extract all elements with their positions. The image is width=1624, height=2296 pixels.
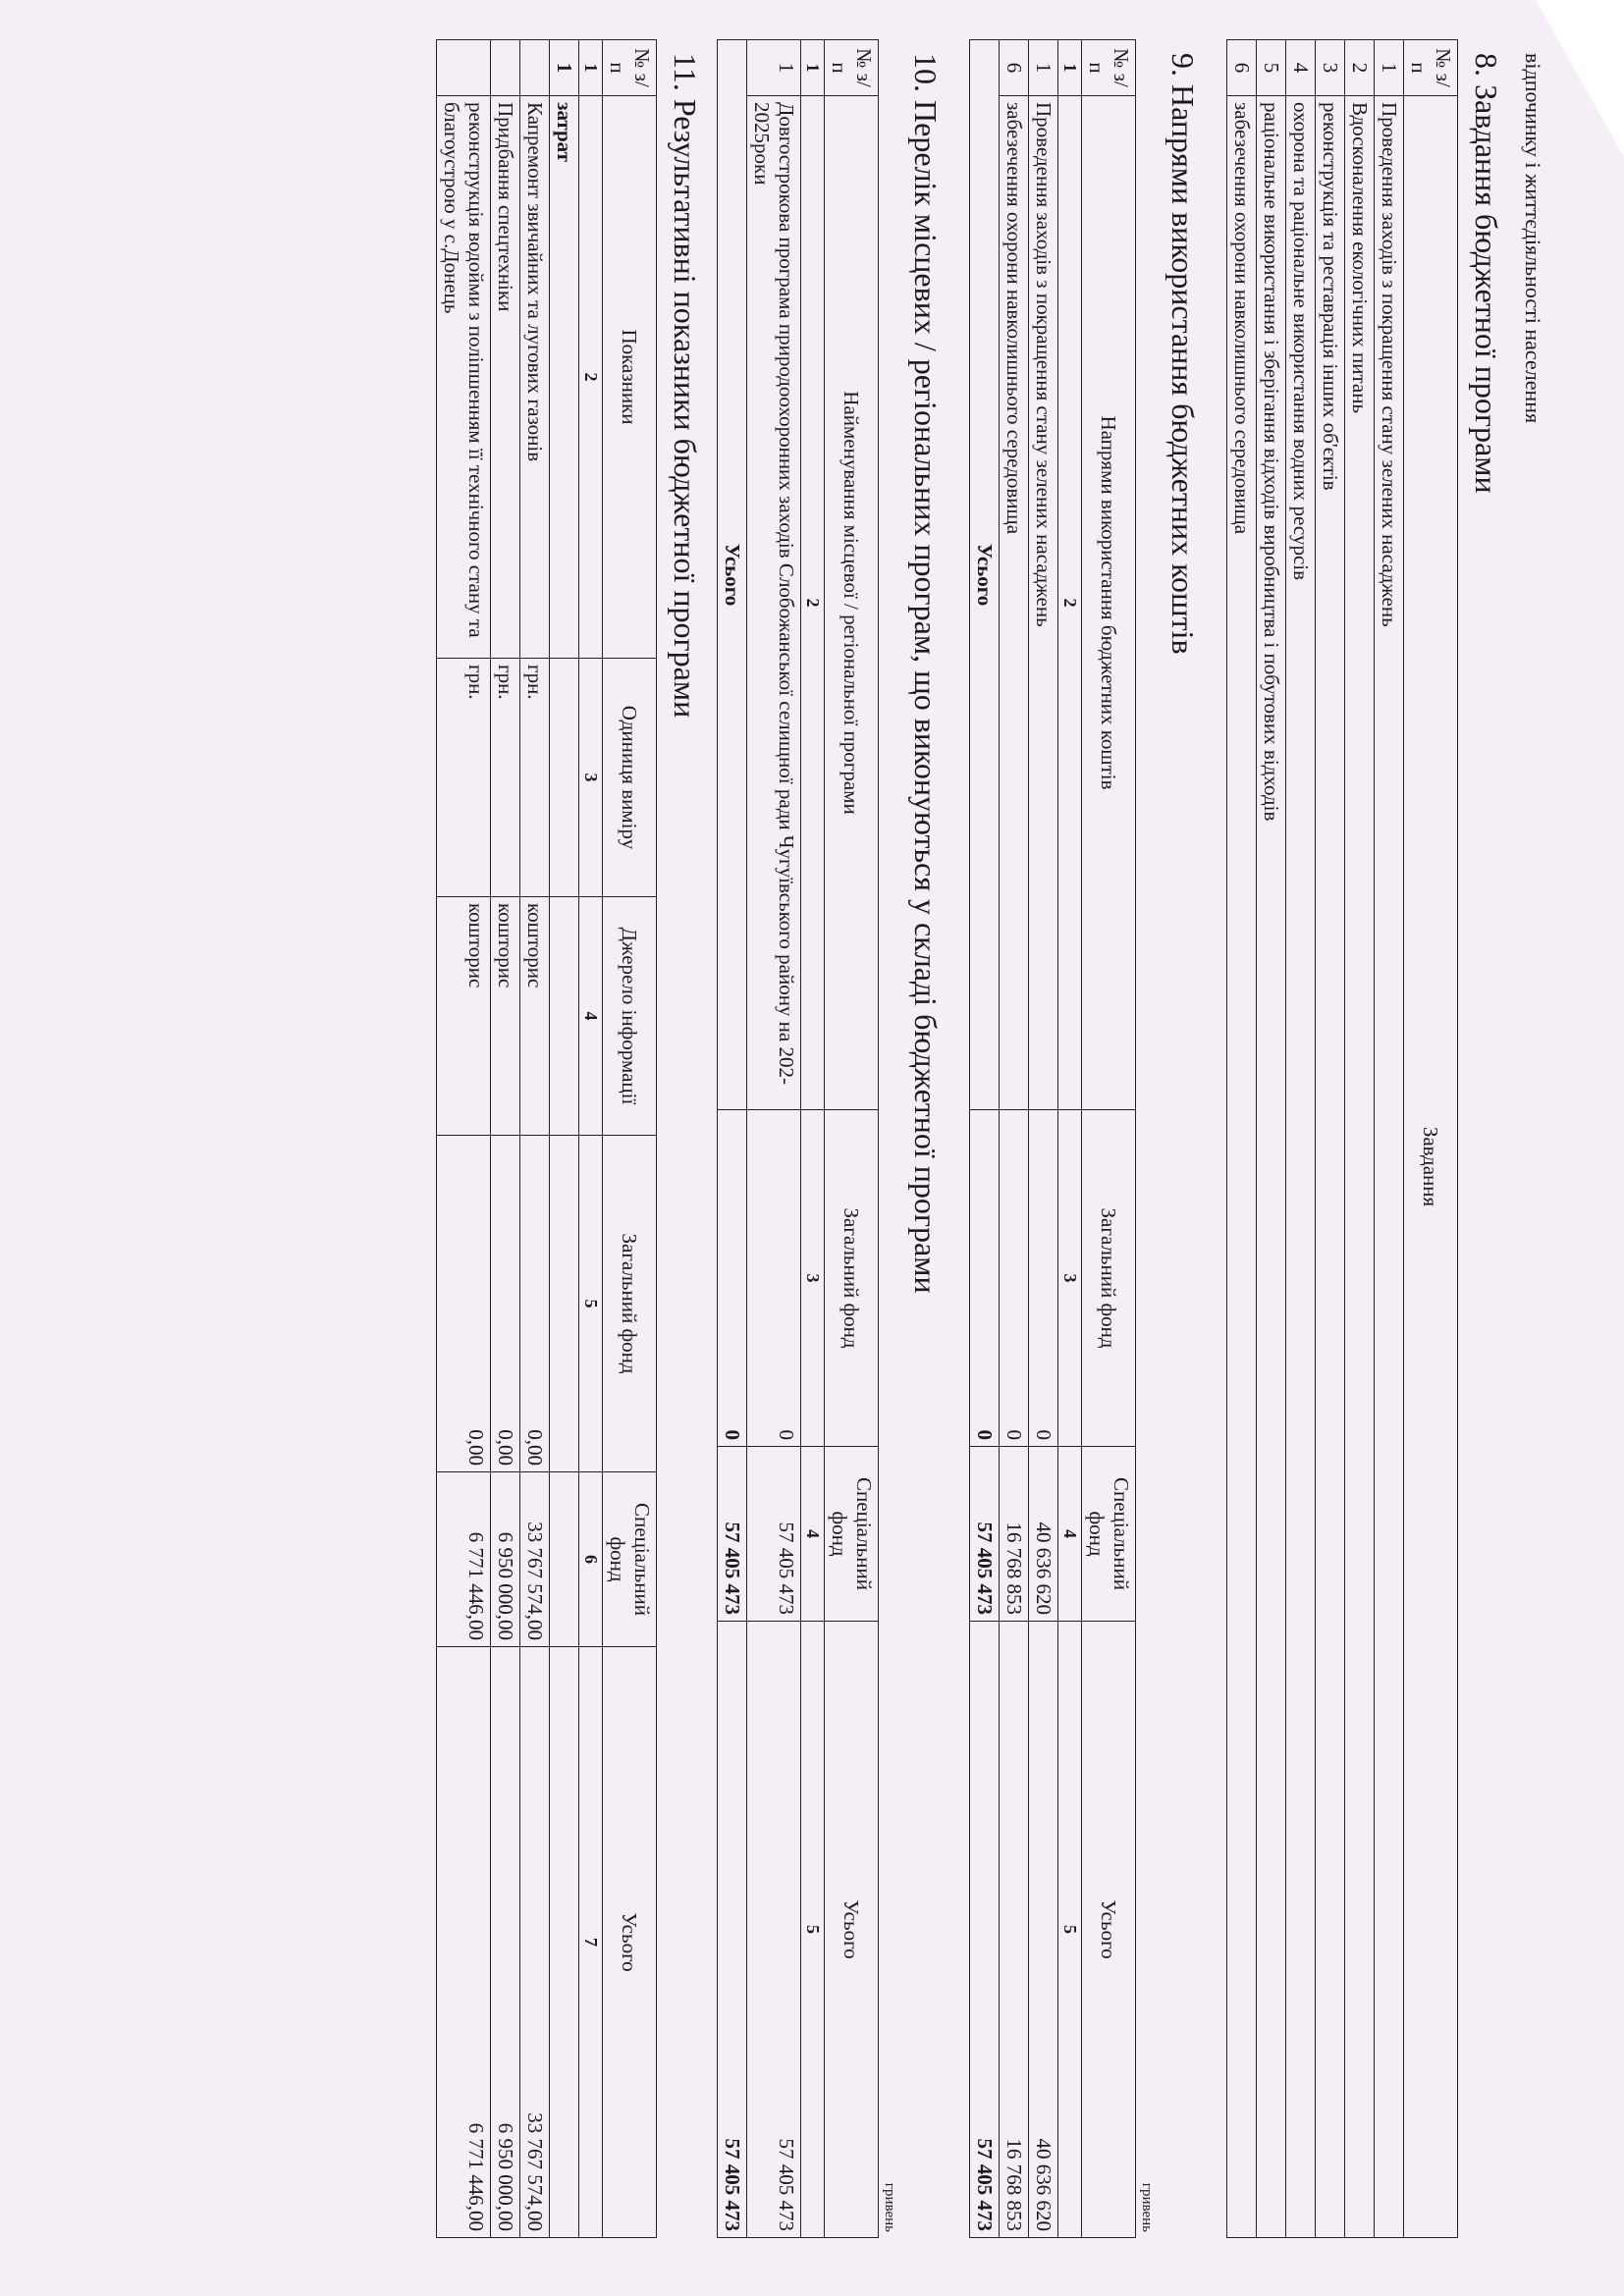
col-header-general-fund: Загальний фонд xyxy=(825,1110,879,1447)
local-programs-table xyxy=(717,39,879,2238)
row-number xyxy=(520,40,550,96)
row-number: 6 xyxy=(1227,40,1257,96)
group-row xyxy=(550,40,579,2238)
column-number: 4 xyxy=(1058,1447,1082,1622)
special-fund-value: 57 405 473 xyxy=(747,1447,801,1622)
source-value: кошторис xyxy=(520,897,550,1136)
col-header-total: Усього xyxy=(1082,1622,1136,2238)
general-fund-value: 0 xyxy=(1029,1110,1058,1447)
group-number: 1 xyxy=(550,40,579,96)
section-9-title: 9. Напрями використання бюджетних коштів xyxy=(1165,53,1201,655)
column-number: 5 xyxy=(579,1136,603,1472)
table-header-row xyxy=(603,40,657,2238)
special-fund-value: 16 768 853 xyxy=(1000,1447,1029,1622)
general-fund-value: 0,00 xyxy=(437,1136,491,1472)
column-number-row xyxy=(579,40,603,2238)
general-fund-value: 0,00 xyxy=(491,1136,520,1472)
column-number: 4 xyxy=(801,1447,825,1622)
column-number-row xyxy=(801,40,825,2238)
column-number: 4 xyxy=(579,897,603,1136)
task-text: раціональне використання і зберігання відходів виробництва і побутових відходів xyxy=(1257,96,1286,2238)
document-content xyxy=(436,39,1545,2238)
column-number: 1 xyxy=(1058,40,1082,96)
task-text: Вдосконалення екологічних питань xyxy=(1345,96,1375,2238)
task-text: реконструкція та реставрація інших об'єктів xyxy=(1316,96,1345,2238)
unit-value: грн. xyxy=(491,659,520,897)
column-number: 6 xyxy=(579,1472,603,1647)
col-header-unit: Одиниця виміру xyxy=(603,659,657,897)
table-row xyxy=(437,40,491,2238)
source-value: кошторис xyxy=(437,897,491,1136)
column-number-row xyxy=(1058,40,1082,2238)
column-number: 2 xyxy=(801,96,825,1110)
table-row xyxy=(1375,40,1404,2238)
special-fund-value: 33 767 574,00 xyxy=(520,1472,550,1647)
table-row xyxy=(520,40,550,2238)
col-header-number: № з/п xyxy=(1404,40,1458,96)
task-text: Проведення заходів з покращення стану зелених насаджень xyxy=(1375,96,1404,2238)
direction-text: Проведення заходів з покращення стану зелених насаджень xyxy=(1029,96,1058,1110)
col-header-special-fund: Спеціальний фонд xyxy=(825,1447,879,1622)
table-row xyxy=(491,40,520,2238)
section-10-title: 10. Перелік місцевих / регіональних програм, що виконуються у складі бюджетної програми xyxy=(908,53,944,1294)
total-value: 16 768 853 xyxy=(1000,1622,1029,2238)
total-label: Усього xyxy=(970,40,1000,1110)
general-fund-value: 0,00 xyxy=(520,1136,550,1472)
section-8-title: 8. Завдання бюджетної програми xyxy=(1469,53,1504,494)
special-fund-value: 6 771 446,00 xyxy=(437,1472,491,1647)
performance-indicators-table xyxy=(436,39,657,2238)
total-value: 6 950 000,00 xyxy=(491,1647,520,2238)
grand-total: 57 405 473 xyxy=(718,1622,747,2238)
column-number: 3 xyxy=(801,1110,825,1447)
indicator-name: Капремонт звичайних та лугових газонів xyxy=(520,96,550,659)
row-number: 1 xyxy=(1375,40,1404,96)
direction-text: забезечення охорони навколишнього середовища xyxy=(1000,96,1029,1110)
row-number: 6 xyxy=(1000,40,1029,96)
col-header-special-fund: Спеціальний фонд xyxy=(603,1472,657,1647)
special-fund-total: 57 405 473 xyxy=(970,1447,1000,1622)
section-11-title: 11. Результативні показники бюджетної програми xyxy=(668,53,703,719)
col-header-number: № з/п xyxy=(825,40,879,96)
row-number xyxy=(491,40,520,96)
general-fund-value: 0 xyxy=(1000,1110,1029,1447)
total-value: 40 636 620 xyxy=(1029,1622,1058,2238)
table-row xyxy=(1257,40,1286,2238)
column-number: 3 xyxy=(1058,1110,1082,1447)
total-value: 6 771 446,00 xyxy=(437,1647,491,2238)
table-row xyxy=(1316,40,1345,2238)
col-header-number: № з/п xyxy=(603,40,657,96)
column-number: 2 xyxy=(579,96,603,659)
table-header-row xyxy=(825,40,879,2238)
indicator-name: реконструкція водойми з поліпшенням її технічного стану та благоустрою у с.Донець xyxy=(437,96,491,659)
unit-value: грн. xyxy=(520,659,550,897)
row-number: 2 xyxy=(1345,40,1375,96)
table-row xyxy=(1345,40,1375,2238)
currency-unit: гривень xyxy=(882,2182,897,2232)
general-fund-value: 0 xyxy=(747,1110,801,1447)
column-number: 2 xyxy=(1058,96,1082,1110)
col-header-special-fund: Спеціальний фонд xyxy=(1082,1447,1136,1622)
total-row xyxy=(970,40,1000,2238)
group-label: затрат xyxy=(550,96,579,659)
task-text: забезечення охорони навколишнього середовища xyxy=(1227,96,1257,2238)
row-number xyxy=(437,40,491,96)
col-header-general-fund: Загальний фонд xyxy=(1082,1110,1136,1447)
table-row xyxy=(1286,40,1316,2238)
column-number: 5 xyxy=(1058,1622,1082,2238)
special-fund-value: 6 950 000,00 xyxy=(491,1472,520,1647)
table-header-row xyxy=(1404,40,1458,2238)
spending-directions-table xyxy=(969,39,1136,2238)
table-row xyxy=(1227,40,1257,2238)
grand-total: 57 405 473 xyxy=(970,1622,1000,2238)
col-header-source: Джерело інформації xyxy=(603,897,657,1136)
task-text: охорона та раціональне використання водних ресурсів xyxy=(1286,96,1316,2238)
indicator-name: Придбання спецтехніки xyxy=(491,96,520,659)
total-value: 33 767 574,00 xyxy=(520,1647,550,2238)
total-value: 57 405 473 xyxy=(747,1622,801,2238)
column-number: 1 xyxy=(801,40,825,96)
row-number: 4 xyxy=(1286,40,1316,96)
continuation-text: відпочинку і життєдіяльності населення xyxy=(1521,53,1545,424)
row-number: 1 xyxy=(747,40,801,96)
table-row xyxy=(747,40,801,2238)
col-header-general-fund: Загальний фонд xyxy=(603,1136,657,1472)
col-header-total: Усього xyxy=(825,1622,879,2238)
col-header-program-name: Найменування місцевої / регіональної програми xyxy=(825,96,879,1110)
column-number: 3 xyxy=(579,659,603,897)
row-number: 3 xyxy=(1316,40,1345,96)
program-name: Довгострокова програма природоохоронних заходів Слобожанської селищної ради Чугуївського району на 202- 2025роки xyxy=(747,96,801,1110)
col-header-total: Усього xyxy=(603,1647,657,2238)
general-fund-total: 0 xyxy=(970,1110,1000,1447)
general-fund-total: 0 xyxy=(718,1110,747,1447)
column-number: 1 xyxy=(579,40,603,96)
col-header-task: Завдання xyxy=(1404,96,1458,2238)
source-value: кошторис xyxy=(491,897,520,1136)
col-header-direction: Напрями використання бюджетних коштів xyxy=(1082,96,1136,1110)
total-label: Усього xyxy=(718,40,747,1110)
tasks-table xyxy=(1226,39,1458,2238)
total-row xyxy=(718,40,747,2238)
row-number: 5 xyxy=(1257,40,1286,96)
column-number: 5 xyxy=(801,1622,825,2238)
currency-unit: гривень xyxy=(1139,2182,1155,2232)
unit-value: грн. xyxy=(437,659,491,897)
row-number: 1 xyxy=(1029,40,1058,96)
col-header-number: № з/п xyxy=(1082,40,1136,96)
special-fund-total: 57 405 473 xyxy=(718,1447,747,1622)
col-header-indicators: Показники xyxy=(603,96,657,659)
special-fund-value: 40 636 620 xyxy=(1029,1447,1058,1622)
table-header-row xyxy=(1082,40,1136,2238)
table-row xyxy=(1029,40,1058,2238)
table-row xyxy=(1000,40,1029,2238)
column-number: 7 xyxy=(579,1647,603,2238)
